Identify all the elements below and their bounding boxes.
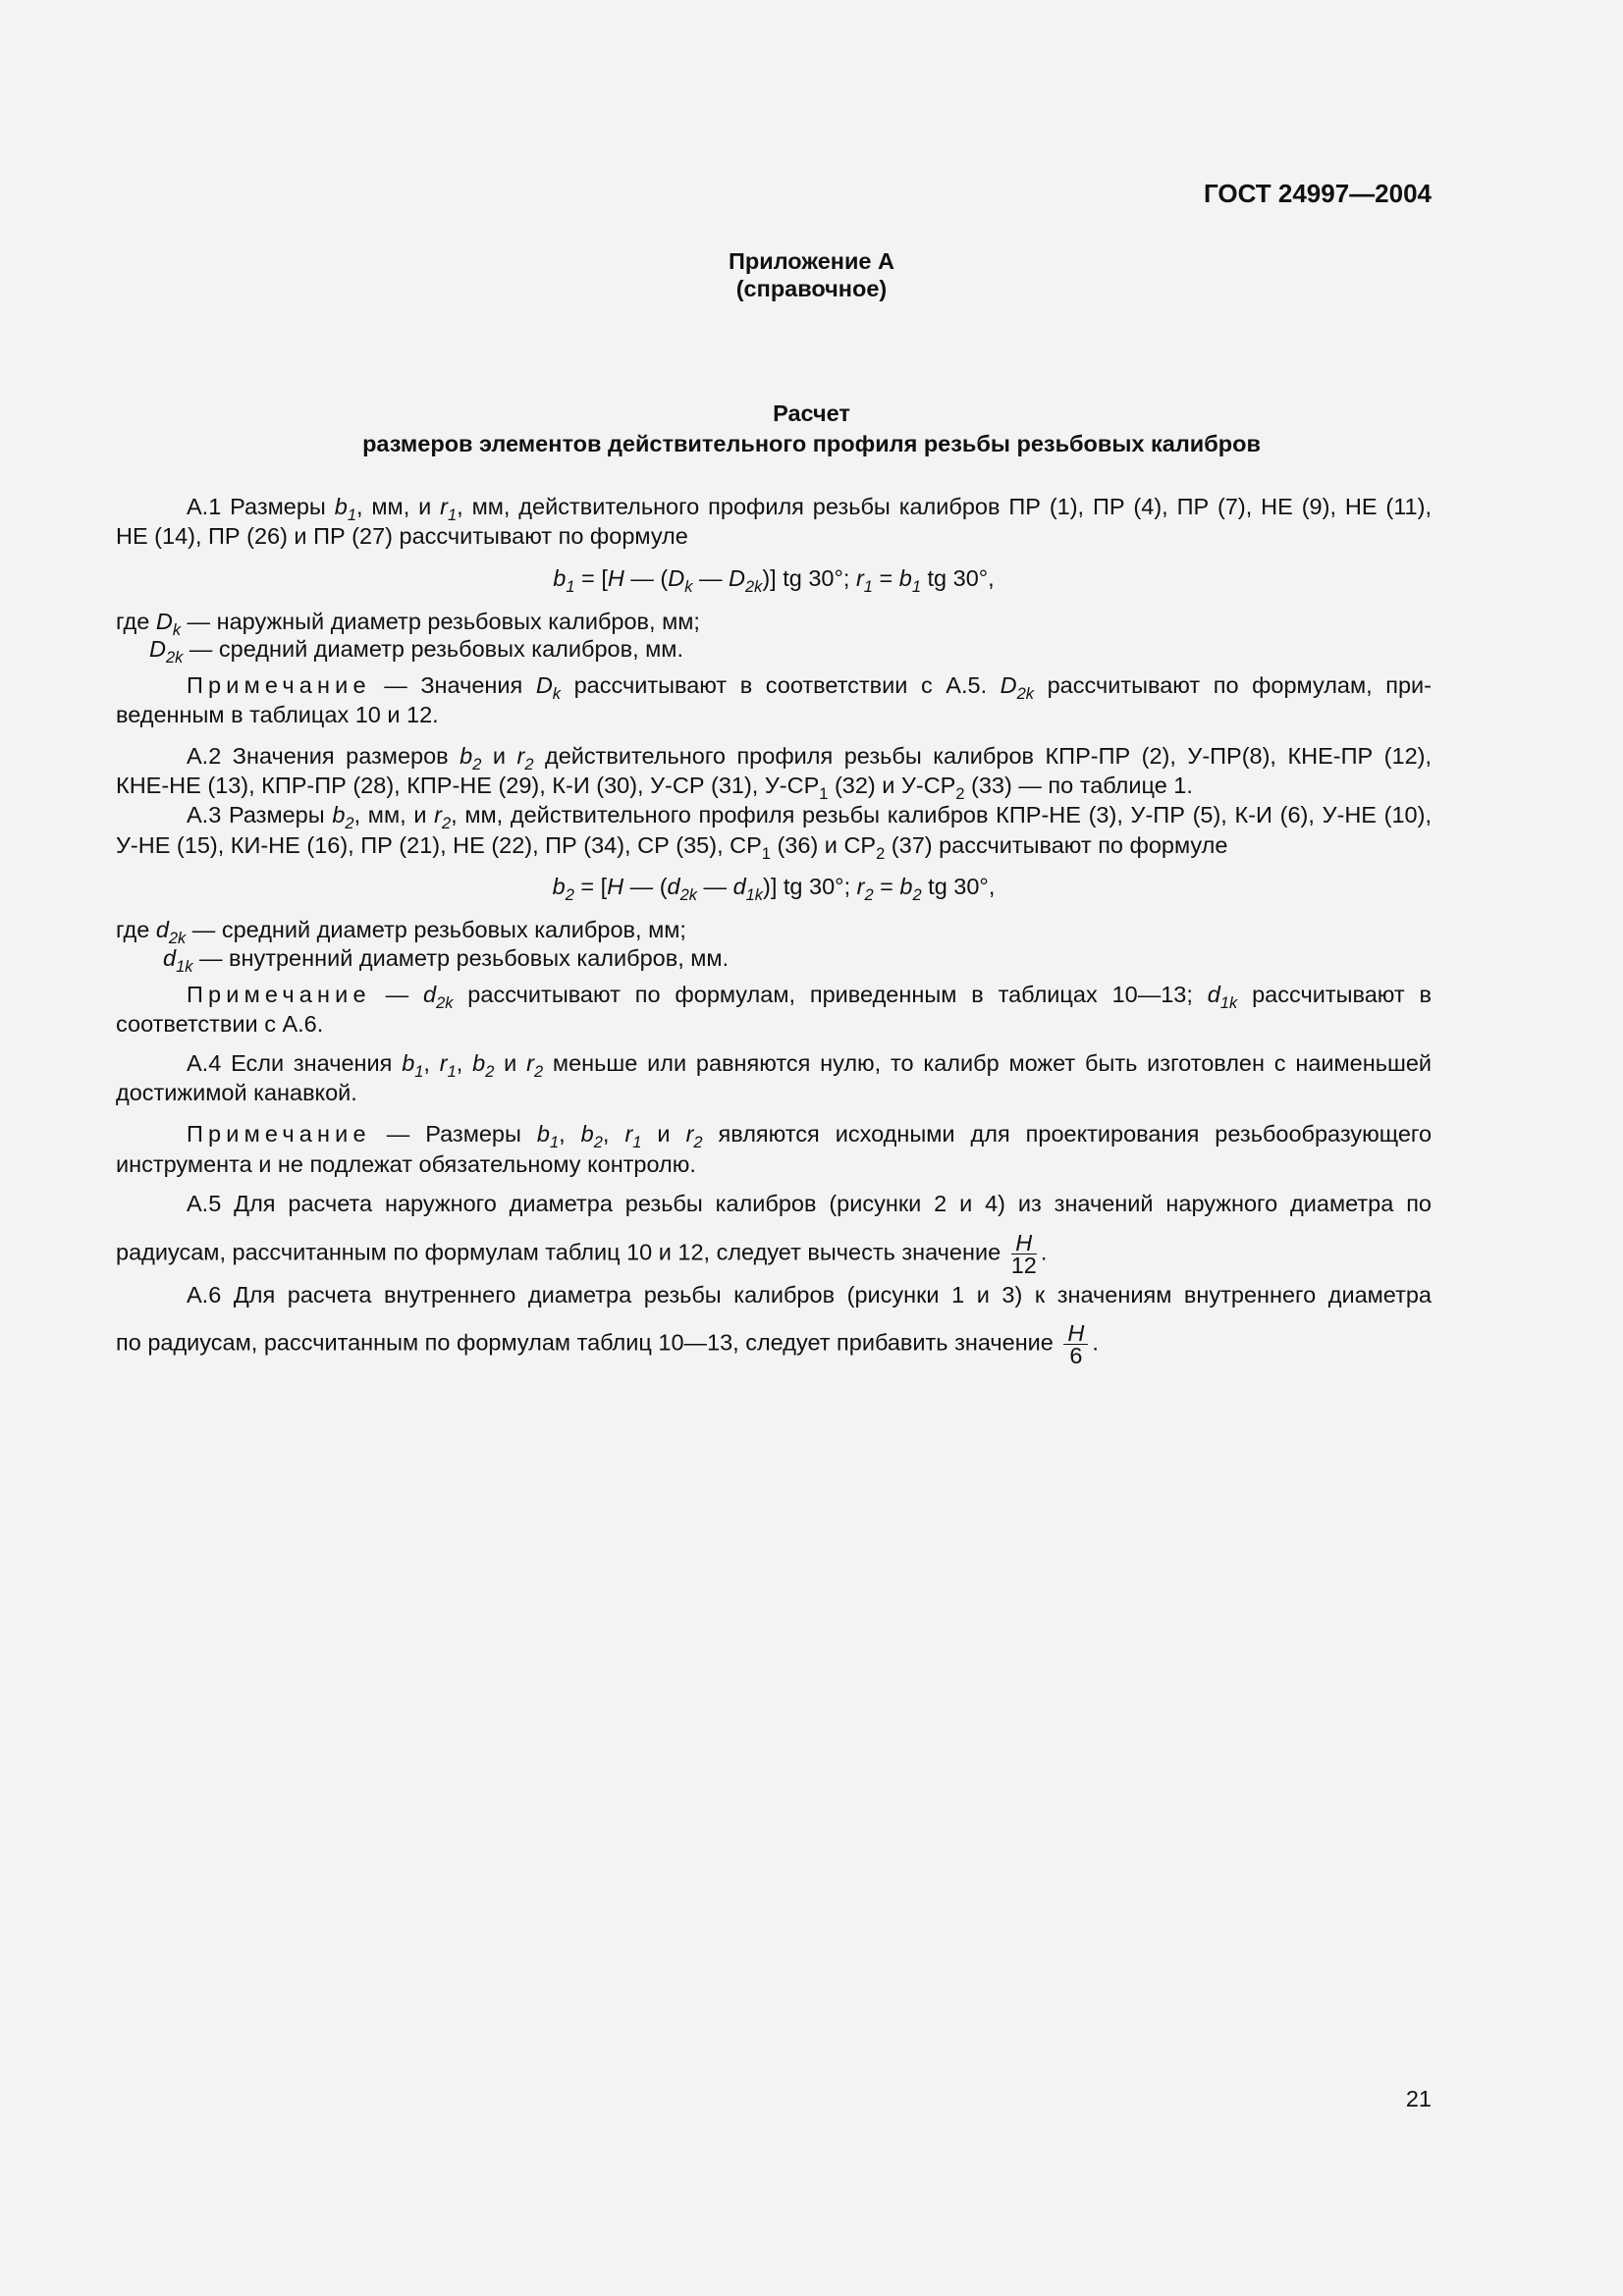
document-id: ГОСТ 24997—2004 [1204, 179, 1432, 208]
definition-line [116, 634, 1465, 667]
subscript: 1 [761, 844, 771, 863]
subscript: 1 [447, 506, 458, 524]
text-run: А.4 Если значения [187, 1050, 403, 1076]
text-run: . [1092, 1329, 1099, 1356]
page-number: 21 [1405, 2086, 1432, 2111]
text-run: — ( [623, 874, 668, 899]
paragraph-a1-line [116, 492, 1432, 524]
text-run: КНЕ-НЕ (13), КПР-ПР (28), КПР-НЕ (29), К-И (30), У-СР (31), У-СР [116, 773, 820, 798]
math-variable: $r_1$ [440, 494, 458, 524]
fraction-numerator: H [1011, 1232, 1037, 1255]
text-run: А.2 Значения размеров [187, 743, 460, 769]
text-run: )] tg 30°; [762, 565, 856, 591]
text-run: рассчитывают в соответствии с А.5. [561, 672, 1001, 698]
subscript: k [684, 577, 693, 596]
text-run: tg 30°, [920, 565, 995, 591]
text-run: , мм, действительного профиля резьбы калибров ПР (1), ПР (4), ПР (7), НЕ (9), НЕ (11), [457, 494, 1432, 519]
subscript: 1k [1219, 993, 1238, 1012]
math-variable: $r_1$ [439, 1050, 457, 1081]
section-subtitle: размеров элементов действительного профиля резьбы резьбовых калибров [362, 431, 1261, 456]
math-variable: $b_2$ [899, 874, 922, 904]
text-run: действительного профиля резьбы калибров КПР-ПР (2), У-ПР(8), КНЕ-ПР (12), [533, 743, 1433, 769]
definition-line [116, 943, 1479, 976]
math-variable: $D_k$ [668, 565, 693, 596]
math-variable: $d_{2k}$ [422, 982, 454, 1012]
math-variable: $r_2$ [434, 802, 452, 832]
math-variable: $r_2$ [526, 1050, 544, 1081]
text-run: — [370, 982, 423, 1007]
text-run: — наружный диаметр резьбовых калибров, мм; [181, 609, 700, 634]
math-variable: $d_{1k}$ [1207, 982, 1238, 1012]
text-run: являются исходными для проектирования резьбообразующего [702, 1121, 1433, 1147]
text-run: и [641, 1121, 686, 1147]
fraction [1063, 1322, 1088, 1366]
text-run: НЕ (14), ПР (26) и ПР (27) рассчитывают по формуле [116, 523, 688, 549]
text-run: , мм, и [355, 494, 441, 519]
formula-b1 [116, 563, 1432, 596]
text-run: по радиусам, рассчитанным по формулам таблиц 10—13, следует прибавить значение [116, 1329, 1060, 1356]
subscript: 1 [911, 577, 921, 596]
text-run: — [697, 874, 733, 899]
text-run: , [456, 1050, 473, 1076]
text-run: — Значения [370, 672, 536, 698]
paragraph-a2-line [116, 771, 1432, 803]
math-variable: $b_1$ [402, 1050, 424, 1081]
note-label: Примечание [187, 982, 371, 1007]
fraction-numerator: H [1063, 1322, 1088, 1345]
paragraph-a4-line [116, 1078, 1432, 1107]
paragraph-a5-line [116, 1232, 1432, 1276]
paragraph-a1-line [116, 521, 1432, 551]
subscript: 2 [345, 814, 354, 832]
math-variable: $D_{2k}$ [149, 636, 184, 667]
math-variable: $b_1$ [334, 494, 356, 524]
subscript: 2 [593, 1133, 603, 1151]
subscript: 2k [168, 929, 187, 947]
text-run: рассчитывают по формулам, приведенным в таблицах 10—13; [453, 982, 1208, 1007]
text-run: А.3 Размеры [187, 802, 333, 828]
math-variable: $D_k$ [155, 609, 182, 639]
subscript: 2 [485, 1062, 495, 1081]
text-run: — средний диаметр резьбовых калибров, мм; [186, 917, 686, 942]
text-run: инструмента и не подлежат обязательному контролю. [116, 1151, 696, 1177]
subscript: 2k [744, 577, 763, 596]
text-run: и [494, 1050, 527, 1076]
note-line [116, 670, 1432, 703]
math-variable: $D_k$ [535, 672, 562, 703]
text-run: радиусам, рассчитанным по формулам таблиц 10 и 12, следует вычесть значение [116, 1239, 1007, 1265]
subscript: 2 [533, 1062, 544, 1081]
subscript: 2 [955, 784, 965, 803]
note-label: Примечание [187, 672, 371, 698]
paragraph-a3-line [116, 800, 1432, 832]
subscript: 2 [864, 885, 874, 904]
text-run: А.5 Для расчета наружного диаметра резьбы калибров (рисунки 2 и 4) из значений наружного диаметра по [187, 1191, 1432, 1216]
text-run: где [116, 609, 156, 634]
text-run: (36) и СР [770, 832, 877, 858]
text-run: . [1040, 1239, 1048, 1265]
text-run: (33) — по таблице 1. [964, 773, 1193, 798]
math-variable: $r_2$ [516, 743, 534, 774]
subscript: 1 [347, 506, 356, 524]
math-variable: $b_2$ [332, 802, 354, 832]
subscript: 2 [876, 844, 886, 863]
text-run: рассчитывают по формулам, при- [1034, 672, 1432, 698]
subscript: 2 [912, 885, 922, 904]
definition-line [116, 607, 1432, 639]
note-line [116, 1119, 1433, 1151]
note-line [116, 1009, 1432, 1039]
math-variable: $D_{2k}$ [728, 565, 763, 596]
paragraph-a6-line [116, 1280, 1432, 1309]
subscript: 2k [165, 648, 184, 667]
math-variable: $d_{2k}$ [667, 874, 697, 904]
subscript: 1k [745, 885, 764, 904]
math-variable: $r_2$ [685, 1121, 703, 1151]
math-variable: $b_1$ [898, 565, 921, 596]
text-run: (32) и У-СР [828, 773, 956, 798]
note-label: Примечание [187, 1121, 371, 1147]
math-variable: $b_2$ [460, 743, 482, 774]
text-run: меньше или равняются нулю, то калибр может быть изготовлен с наименьшей [543, 1050, 1433, 1076]
math-variable: $b_2$ [552, 874, 574, 904]
appendix-subtitle: (справочное) [735, 276, 888, 301]
subscript: 1 [447, 1062, 457, 1081]
math-variable: $r_1$ [855, 565, 873, 596]
paragraph-a4-line [116, 1048, 1433, 1081]
fraction-denominator: 6 [1069, 1343, 1083, 1368]
text-run: — Размеры [370, 1121, 537, 1147]
math-variable: $b_2$ [580, 1121, 603, 1151]
text-run: tg 30°, [921, 874, 996, 899]
text-run: — [692, 565, 729, 591]
text-run: и [481, 743, 517, 769]
text-run: , мм, действительного профиля резьбы калибров КПР-НЕ (3), У-ПР (5), К-И (6), У-НЕ (10), [451, 802, 1432, 828]
subscript: k [172, 620, 182, 639]
math-variable: H [607, 874, 624, 899]
math-variable: $d_{1k}$ [163, 945, 193, 976]
paragraph-a5-line [116, 1189, 1432, 1218]
text-run: = [872, 565, 899, 591]
subscript: 2 [441, 814, 452, 832]
appendix-title: Приложение А [729, 248, 894, 274]
text-run: (37) рассчитывают по формуле [885, 832, 1228, 858]
subscript: 1 [819, 784, 829, 803]
math-variable: $D_{2k}$ [1000, 672, 1035, 703]
text-run: достижимой канавкой. [116, 1080, 357, 1105]
math-variable: $b_1$ [536, 1121, 560, 1151]
note-line [116, 1149, 1432, 1179]
math-variable: $r_1$ [624, 1121, 642, 1151]
note-line [116, 700, 1432, 729]
subscript: 2 [693, 1133, 703, 1151]
formula-b2 [116, 872, 1432, 904]
text-run: А.6 Для расчета внутреннего диаметра резьбы калибров (рисунки 1 и 3) к значениям внутреннего диаметра [187, 1282, 1432, 1308]
text-run: , [423, 1050, 440, 1076]
math-variable: $d_{2k}$ [155, 917, 187, 947]
math-variable: H [607, 565, 624, 591]
paragraph-a2-line [116, 741, 1433, 774]
text-run: = [ [573, 874, 608, 899]
text-run: где [116, 917, 156, 942]
note-line [116, 980, 1432, 1012]
subscript: 2 [524, 755, 534, 774]
subscript: 1 [414, 1062, 424, 1081]
text-run: У-НЕ (15), КИ-НЕ (16), ПР (21), НЕ (22), ПР (34), СР (35), СР [116, 832, 762, 858]
text-run: , мм, и [353, 802, 435, 828]
fraction [1011, 1232, 1037, 1276]
text-run: рассчитывают в [1237, 982, 1432, 1007]
math-variable: $b_1$ [553, 565, 575, 596]
definition-line [116, 915, 1432, 947]
text-run: — средний диаметр резьбовых калибров, мм. [183, 636, 683, 662]
math-variable: $b_2$ [472, 1050, 495, 1081]
text-run: А.1 Размеры [187, 494, 335, 519]
text-run: )] tg 30°; [763, 874, 857, 899]
subscript: 2k [1016, 684, 1035, 703]
text-run: — ( [623, 565, 669, 591]
subscript: 1 [549, 1133, 560, 1151]
subscript: 1 [863, 577, 873, 596]
subscript: 1k [176, 957, 193, 976]
section-title: Расчет [773, 400, 850, 426]
text-run: веденным в таблицах 10 и 12. [116, 702, 439, 727]
paragraph-a6-line [116, 1322, 1432, 1366]
text-run: = [ [574, 565, 608, 591]
subscript: 2k [679, 885, 697, 904]
subscript: 1 [632, 1133, 642, 1151]
text-run: соответствии с А.6. [116, 1011, 324, 1037]
text-run: , [559, 1121, 581, 1147]
subscript: 2 [472, 755, 482, 774]
text-run: , [602, 1121, 625, 1147]
text-run: — внутренний диаметр резьбовых калибров, мм. [192, 945, 730, 971]
fraction-denominator: 12 [1010, 1253, 1037, 1278]
text-run: = [873, 874, 900, 899]
subscript: 1 [566, 577, 575, 596]
subscript: k [552, 684, 562, 703]
paragraph-a3-line [116, 830, 1432, 863]
subscript: 2k [436, 993, 454, 1012]
subscript: 2 [565, 885, 574, 904]
math-variable: $r_2$ [856, 874, 874, 904]
math-variable: $d_{1k}$ [732, 874, 764, 904]
